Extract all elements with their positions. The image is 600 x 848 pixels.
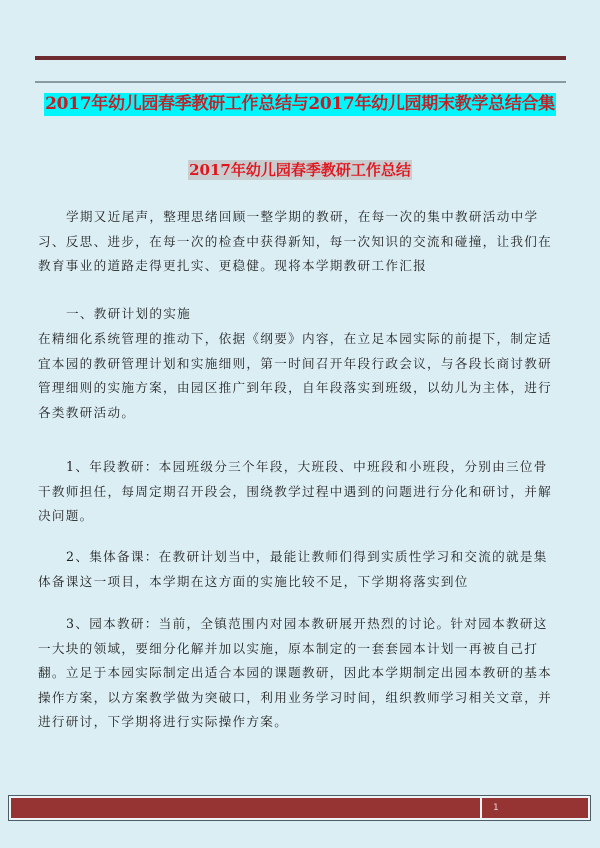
intro-paragraph (38, 205, 560, 279)
group-prep-paragraph (38, 545, 560, 594)
section-title-container (0, 160, 600, 180)
document-title: 2017年幼儿园春季教研工作总结与2017年幼儿园期末教学总结合集 (45, 94, 555, 114)
header-rule-thick (35, 56, 566, 60)
paragraph: 学期又近尾声，整理思绪回顾一整学期的教研，在每一次的集中教研活动中学习、反思、进步，在每一次的检查中获得新知，每一次知识的交流和碰撞，让我们在教育事业的道路走得更扎实、更稳健。现将本学期教研工作汇报 (38, 209, 553, 273)
document-title-container (0, 93, 600, 116)
heading-paragraph (38, 302, 560, 327)
page-number: 1 (482, 798, 588, 818)
page-footer (8, 795, 591, 821)
paragraph: 在精细化系统管理的推动下，依据《纲要》内容，在立足本园实际的前提下，制定适宜本园的教研管理计划和实施细则，第一时间召开年段行政会议，与各段长商讨教研管理细则的实施方案，由园区推广到年段，自年段落实到班级，以幼儿为主体，进行各类教研活动。 (38, 331, 553, 420)
header-rule-thin (35, 81, 566, 83)
paragraph: 1、年段教研：本园班级分三个年段，大班段、中班段和小班段，分别由三位骨干教师担任，每周定期召开段会，围绕教学过程中遇到的问题进行分化和研讨，并解决问题。 (38, 459, 553, 523)
footer-bar (11, 798, 480, 818)
plan-paragraph (38, 327, 560, 425)
paragraph: 2、集体备课：在教研计划当中，最能让教师们得到实质性学习和交流的就是集体备课这一项目，本学期在这方面的实施比较不足，下学期将落实到位 (38, 549, 548, 589)
paragraph: 3、园本教研：当前，全镇范围内对园本教研展开热烈的讨论。针对园本教研这一大块的领域，要细分化解并加以实施，原本制定的一套套园本计划一再被自己打翻。立足于本园实际制定出适合本园的课题教研，因此本学期制定出园本教研的基本操作方案，以方案教学做为突破口，利用业务学习时间，组织教师学习相关文章，并进行研讨，下学期将进行实际操作方案。 (38, 616, 553, 729)
section-heading: 一、教研计划的实施 (66, 306, 192, 321)
section-title: 2017年幼儿园春季教研工作总结 (189, 161, 411, 179)
grade-research-paragraph (38, 455, 560, 529)
school-research-paragraph (38, 612, 560, 735)
